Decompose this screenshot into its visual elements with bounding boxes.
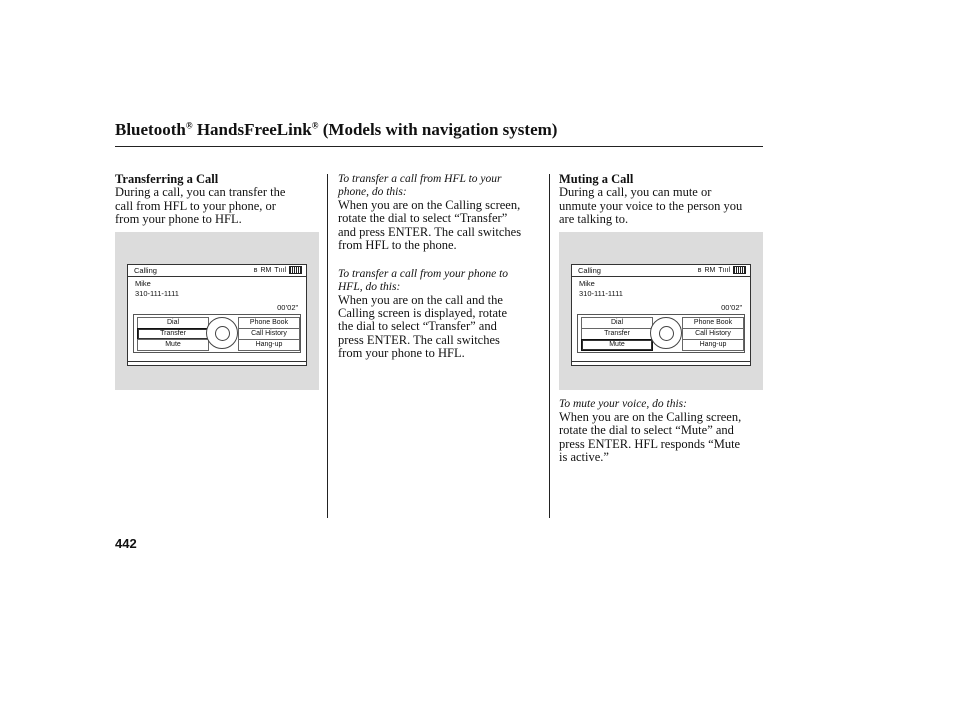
caller-name: Mike xyxy=(135,279,151,288)
text-line: are talking to. xyxy=(559,212,629,227)
status-icons xyxy=(698,266,746,274)
text-line: and press ENTER. The call switches xyxy=(338,224,522,239)
dial-button[interactable]: Dial xyxy=(137,317,209,329)
text-line: the dial to select “Transfer” and xyxy=(338,319,497,334)
title-part3: (Models with navigation system) xyxy=(318,120,558,139)
text-line: press ENTER. HFL responds “Mute xyxy=(559,436,741,451)
call-timer: 00’02” xyxy=(721,303,742,312)
page-title xyxy=(115,120,557,140)
column-transferring xyxy=(115,173,320,227)
text-line: When you are on the call and the xyxy=(338,292,503,307)
battery-icon xyxy=(289,266,302,274)
calling-screen xyxy=(127,264,307,366)
hang-up-button[interactable]: Hang-up xyxy=(238,339,300,351)
mute-button[interactable]: Mute xyxy=(137,339,209,351)
screen-bottom-bar xyxy=(128,361,306,365)
dial-button[interactable]: Dial xyxy=(581,317,653,329)
instruction-intro xyxy=(338,268,543,294)
lines xyxy=(115,186,320,226)
hang-up-button[interactable]: Hang-up xyxy=(682,339,744,351)
caller-name: Mike xyxy=(579,279,595,288)
dial-knob-icon xyxy=(650,317,682,349)
text-line: rotate the dial to select “Mute” and xyxy=(559,423,734,438)
transfer-button[interactable]: Transfer xyxy=(581,328,653,340)
text-line: To mute your voice, do this: xyxy=(559,398,687,410)
lines xyxy=(559,186,764,226)
screen-illustration xyxy=(115,232,319,390)
text-line: When you are on the Calling screen, xyxy=(559,410,742,424)
phone-book-button[interactable]: Phone Book xyxy=(682,317,744,329)
text-line: call from HFL to your phone, or xyxy=(115,198,276,213)
registered-mark: ® xyxy=(311,120,319,131)
mute-button[interactable]: Mute xyxy=(581,339,653,351)
screen-bottom-bar xyxy=(572,361,750,365)
text-line: from your phone to HFL. xyxy=(115,212,242,227)
call-menu xyxy=(133,314,301,353)
mute-instructions xyxy=(559,398,764,465)
caller-number: 310-111-1111 xyxy=(135,289,179,298)
screen-illustration xyxy=(559,232,763,390)
section-heading: Transferring a Call xyxy=(115,172,219,186)
call-history-button[interactable]: Call History xyxy=(682,328,744,340)
roam-icon: RM xyxy=(704,266,716,274)
instruction-body xyxy=(338,294,543,361)
registered-mark: ® xyxy=(185,120,193,131)
text-line: To transfer a call from HFL to your xyxy=(338,173,502,185)
status-icons xyxy=(254,266,302,274)
instruction-body xyxy=(338,199,543,253)
phone-book-button[interactable]: Phone Book xyxy=(238,317,300,329)
roam-icon: RM xyxy=(260,266,272,274)
text-line: unmute your voice to the person you xyxy=(559,198,743,213)
screen-title-bar xyxy=(572,265,750,277)
text-line: During a call, you can mute or xyxy=(559,185,712,200)
transfer-button[interactable]: Transfer xyxy=(137,328,209,340)
title-part2: HandsFreeLink xyxy=(192,120,312,139)
screen-title-bar xyxy=(128,265,306,277)
text-line: HFL, do this: xyxy=(338,280,401,293)
column-divider xyxy=(549,174,550,518)
text-line: is active.” xyxy=(559,450,609,465)
signal-icon: Tıııl xyxy=(718,266,730,274)
signal-icon: Tıııl xyxy=(274,266,286,274)
battery-icon xyxy=(733,266,746,274)
text-line: To transfer a call from your phone to xyxy=(338,267,509,280)
column-divider xyxy=(327,174,328,518)
instruction-body xyxy=(559,411,764,465)
title-rule xyxy=(115,146,763,147)
text-line: rotate the dial to select “Transfer” xyxy=(338,211,508,226)
caller-number: 310-111-1111 xyxy=(579,289,623,298)
column-muting xyxy=(559,173,764,227)
text-line: phone, do this: xyxy=(338,186,407,198)
text-line: press ENTER. The call switches xyxy=(338,332,500,347)
section-heading: Muting a Call xyxy=(559,172,634,186)
dial-knob-icon xyxy=(206,317,238,349)
call-history-button[interactable]: Call History xyxy=(238,328,300,340)
text-line: When you are on the Calling screen, xyxy=(338,198,521,212)
screen-title: Calling xyxy=(134,266,157,275)
text-line: from HFL to the phone. xyxy=(338,238,457,253)
calling-screen xyxy=(571,264,751,366)
call-menu xyxy=(577,314,745,353)
bluetooth-icon: ʙ xyxy=(697,266,702,274)
text-line: from your phone to HFL. xyxy=(338,346,465,361)
text-line: During a call, you can transfer the xyxy=(115,185,286,200)
bluetooth-icon: ʙ xyxy=(253,266,258,274)
title-part1: Bluetooth xyxy=(115,120,186,139)
text-line: Calling screen is displayed, rotate xyxy=(338,306,508,321)
column-transfer-instructions xyxy=(338,173,543,361)
screen-title: Calling xyxy=(578,266,601,275)
page-number: 442 xyxy=(115,536,137,551)
instruction-intro xyxy=(338,173,543,199)
call-timer: 00’02” xyxy=(277,303,298,312)
